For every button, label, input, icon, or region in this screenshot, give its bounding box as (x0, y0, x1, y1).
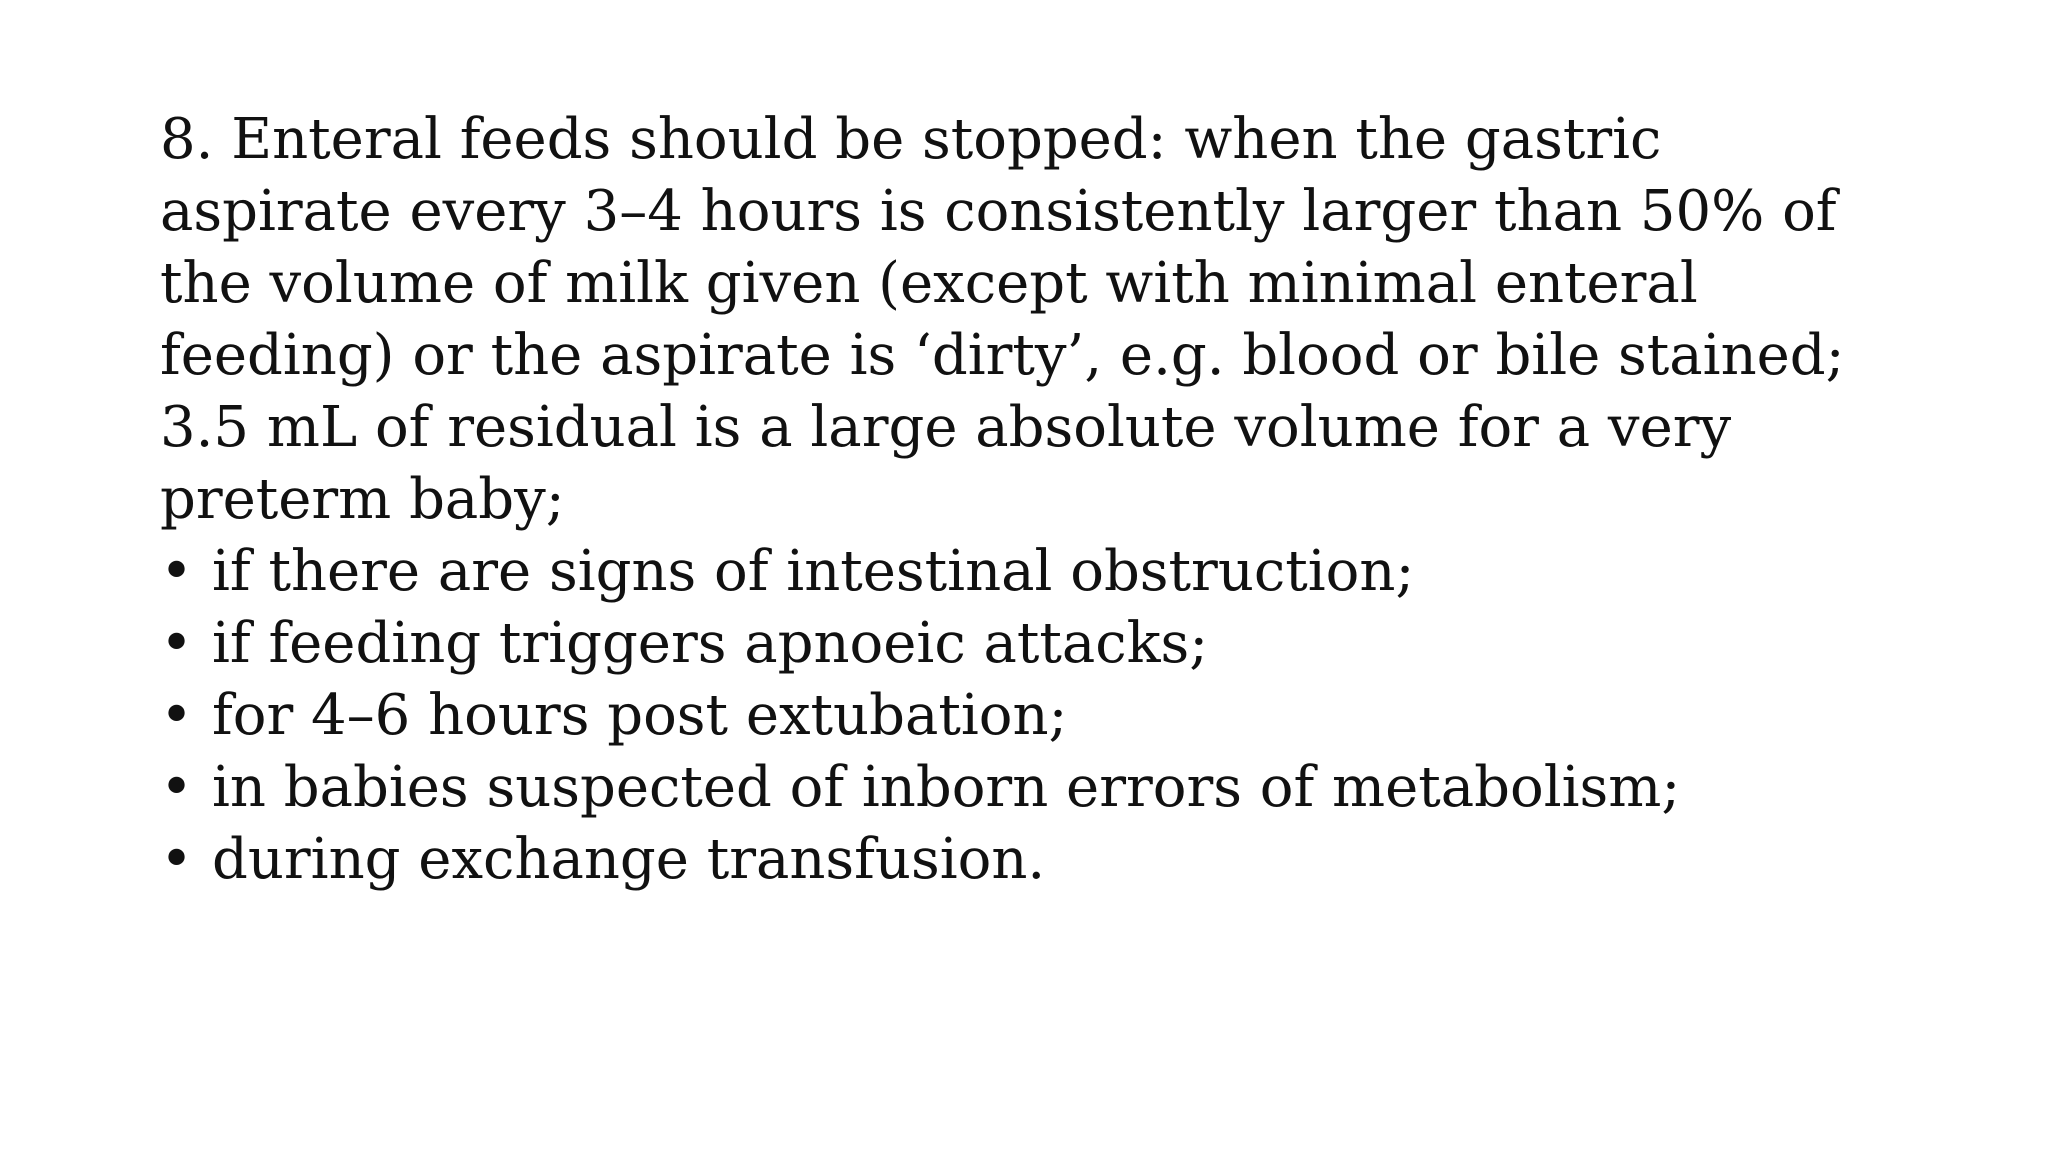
bullet-text: if feeding triggers apnoeic attacks; (212, 611, 1209, 676)
bullet-icon: • (160, 683, 194, 748)
intro-line: feeding) or the aspirate is ‘dirty’, e.g. blood or bile stained; (160, 323, 1845, 388)
intro-line: 8. Enteral feeds should be stopped: when the gastric (160, 107, 1662, 172)
bullet-text: for 4–6 hours post extubation; (212, 683, 1068, 748)
bullet-list (160, 536, 1760, 896)
bullet-icon: • (160, 611, 194, 676)
bullet-item (160, 680, 1760, 752)
intro-paragraph (160, 104, 1845, 536)
intro-line: the volume of milk given (except with minimal enteral (160, 251, 1698, 316)
bullet-icon: • (160, 827, 194, 892)
bullet-item (160, 536, 1760, 608)
bullet-item (160, 752, 1760, 824)
intro-line: 3.5 mL of residual is a large absolute volume for a very (160, 395, 1732, 460)
intro-line: aspirate every 3–4 hours is consistently larger than 50% of (160, 179, 1837, 244)
bullet-item (160, 608, 1760, 680)
bullet-text: if there are signs of intestinal obstruction; (212, 539, 1415, 604)
bullet-item (160, 824, 1760, 896)
bullet-text: in babies suspected of inborn errors of metabolism; (212, 755, 1681, 820)
bullet-icon: • (160, 539, 194, 604)
bullet-text: during exchange transfusion. (212, 827, 1046, 892)
bullet-icon: • (160, 755, 194, 820)
intro-line: preterm baby; (160, 467, 565, 532)
slide-body (160, 104, 1845, 896)
